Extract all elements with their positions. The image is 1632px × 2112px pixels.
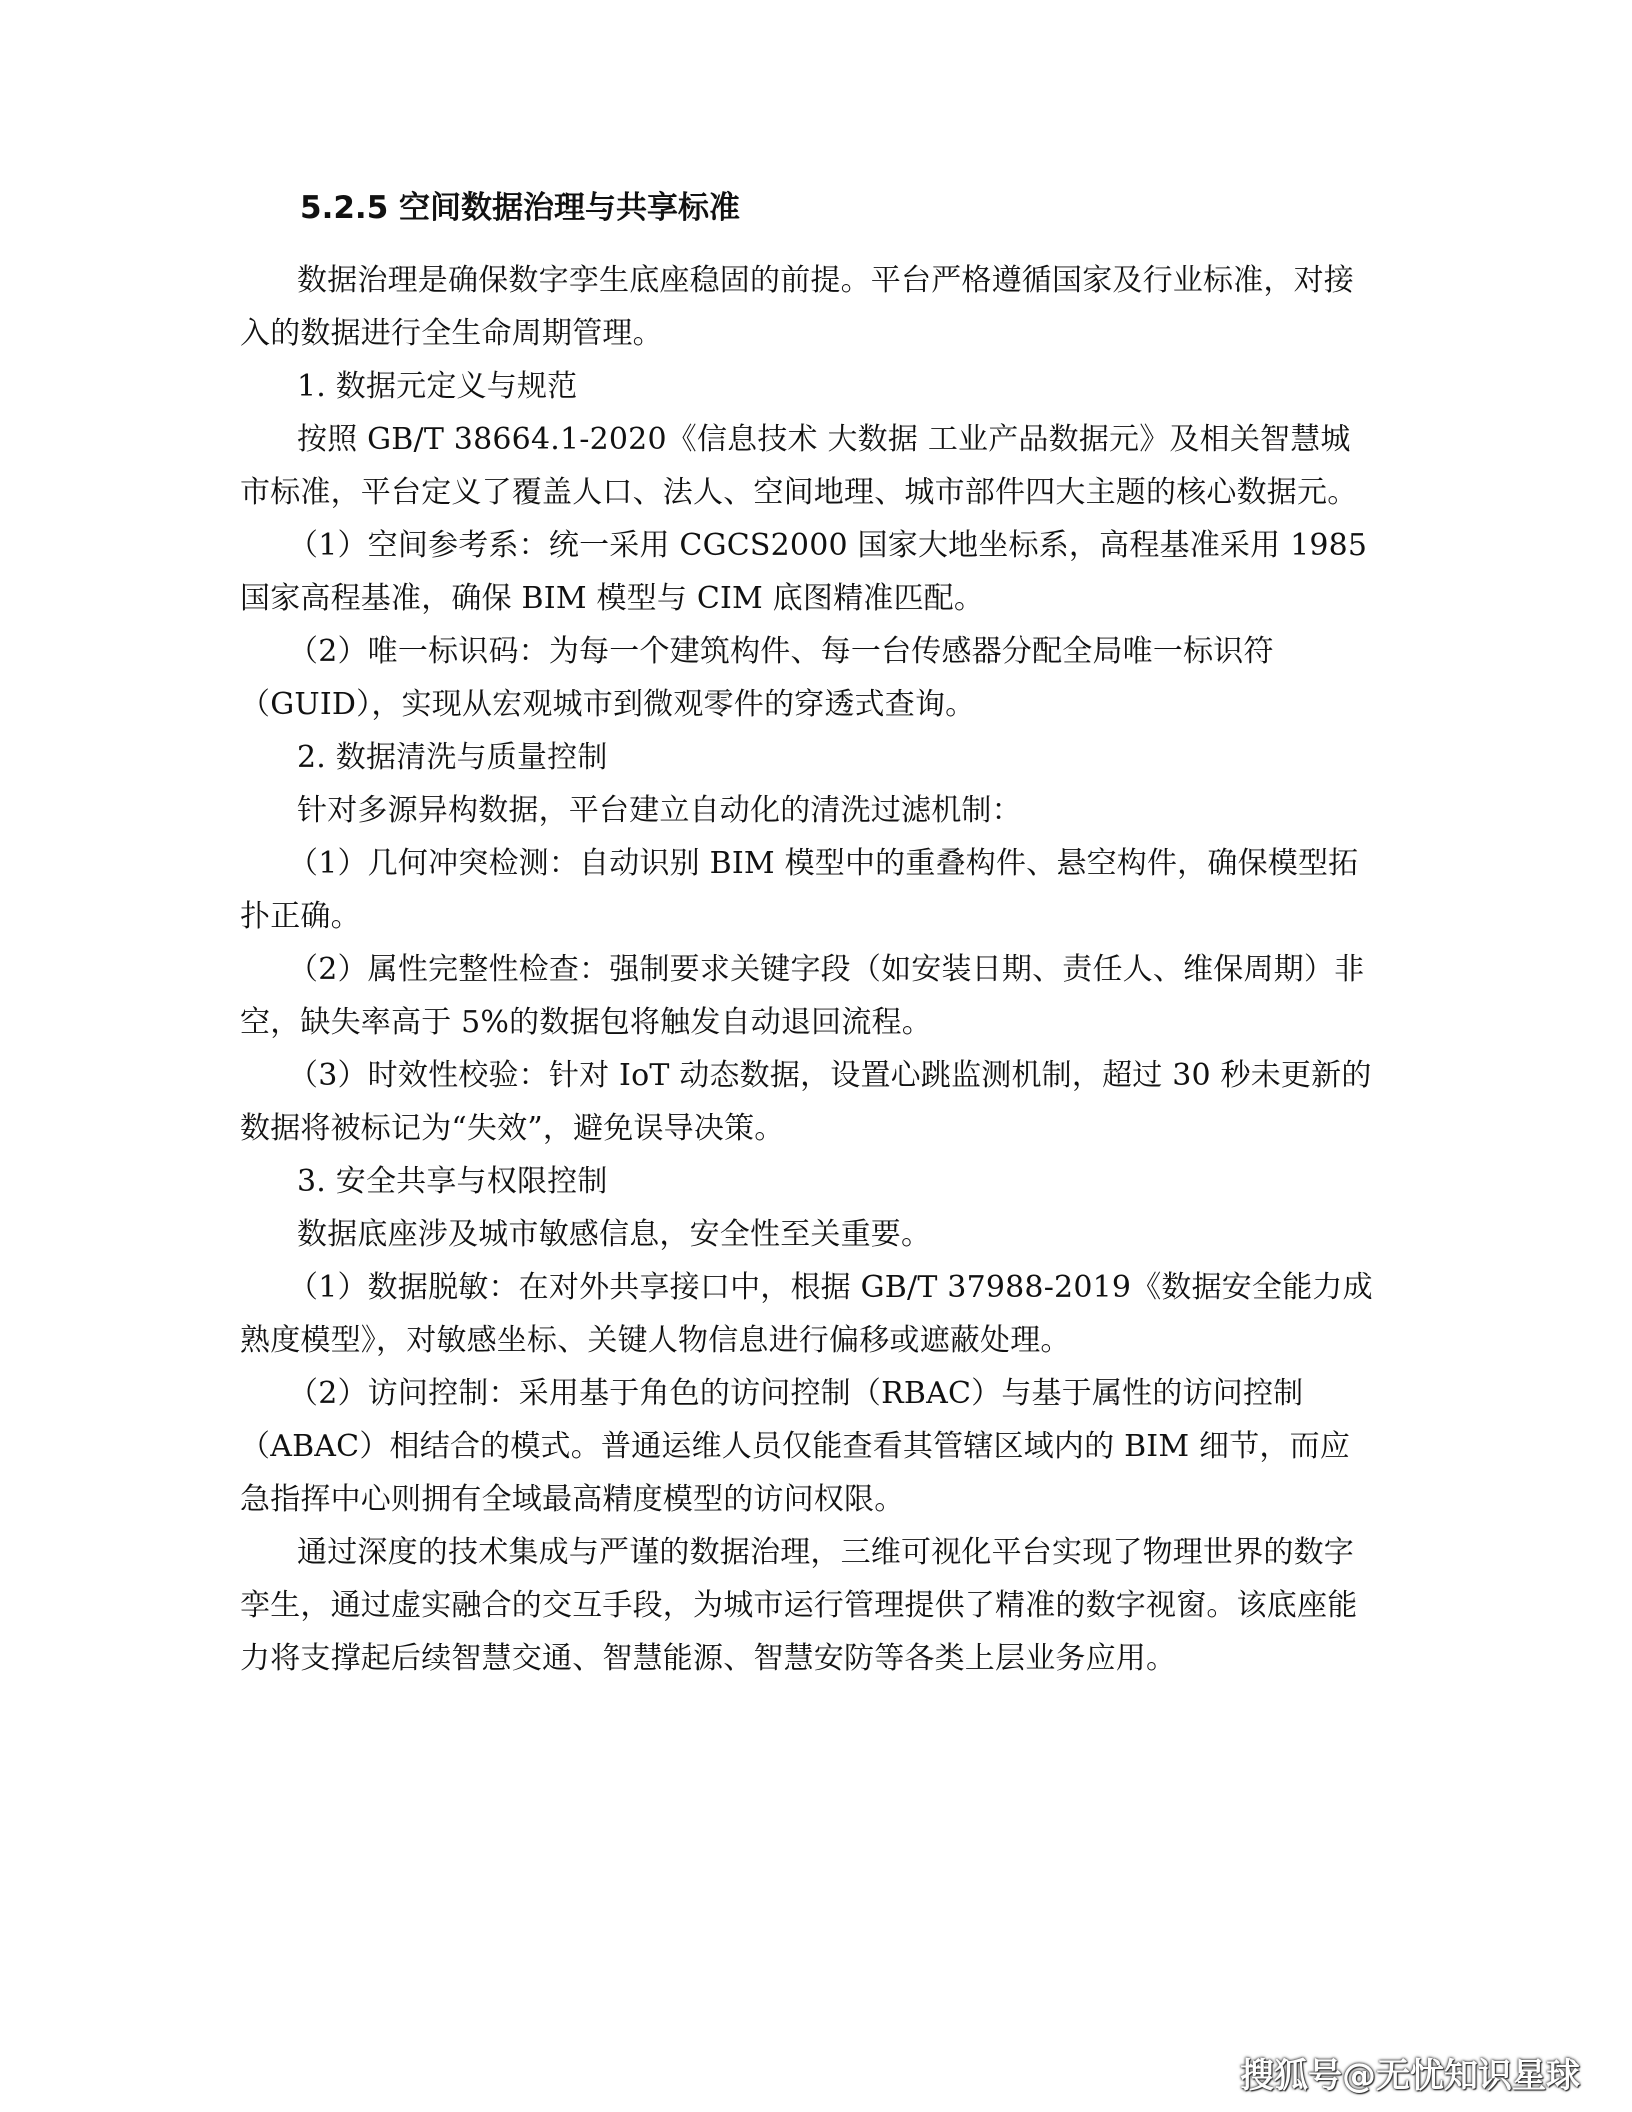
- subheading-data-element: 1. 数据元定义与规范: [297, 369, 578, 404]
- item-attribute-check: （2）属性完整性检查：强制要求关键字段（如安装日期、责任人、维保周期）非空，缺失率高于 5%的数据包将触发自动退回流程。: [240, 952, 1365, 1040]
- section-heading: 5.2.5 空间数据治理与共享标准: [300, 190, 741, 226]
- conclusion-paragraph: 通过深度的技术集成与严谨的数据治理，三维可视化平台实现了物理世界的数字孪生，通过虚实融合的交互手段，为城市运行管理提供了精准的数字视窗。该底座能力将支撑起后续智慧交通、智慧能源、智慧安防等各类上层业务应用。: [240, 1535, 1358, 1676]
- subheading-security: 3. 安全共享与权限控制: [297, 1164, 608, 1199]
- subheading-data-cleaning: 2. 数据清洗与质量控制: [297, 740, 608, 775]
- item-spatial-reference: （1）空间参考系：统一采用 CGCS2000 国家大地坐标系，高程基准采用 1985 国家高程基准，确保 BIM 模型与 CIM 底图精准匹配。: [240, 528, 1368, 616]
- item-geometry-check: （1）几何冲突检测：自动识别 BIM 模型中的重叠构件、悬空构件，确保模型拓扑正确。: [240, 846, 1359, 934]
- item-desensitization: （1）数据脱敏：在对外共享接口中，根据 GB/T 37988-2019《数据安全能力成熟度模型》，对敏感坐标、关键人物信息进行偏移或遮蔽处理。: [240, 1270, 1373, 1358]
- item-timeliness-check: （3）时效性校验：针对 IoT 动态数据，设置心跳监测机制，超过 30 秒未更新的数据将被标记为“失效”，避免误导决策。: [240, 1058, 1372, 1146]
- paragraph-data-element-definition: 按照 GB/T 38664.1-2020《信息技术 大数据 工业产品数据元》及相关智慧城市标准，平台定义了覆盖人口、法人、空间地理、城市部件四大主题的核心数据元。: [240, 422, 1358, 510]
- paragraph-security: 数据底座涉及城市敏感信息，安全性至关重要。: [297, 1217, 932, 1252]
- paragraph-data-cleaning: 针对多源异构数据，平台建立自动化的清洗过滤机制：: [297, 793, 1022, 828]
- item-access-control: （2）访问控制：采用基于角色的访问控制（RBAC）与基于属性的访问控制（ABAC）相结合的模式。普通运维人员仅能查看其管辖区域内的 BIM 细节，而应急指挥中心则拥有全域最高精度模型的访问权限。: [240, 1376, 1351, 1517]
- document-body: [240, 254, 1380, 1685]
- watermark: 搜狐号@无忧知识星球: [1240, 2056, 1580, 2096]
- intro-paragraph: 数据治理是确保数字孪生底座稳固的前提。平台严格遵循国家及行业标准，对接入的数据进行全生命周期管理。: [240, 263, 1354, 351]
- item-unique-id: （2）唯一标识码：为每一个建筑构件、每一台传感器分配全局唯一标识符（GUID），实现从宏观城市到微观零件的穿透式查询。: [240, 634, 1274, 722]
